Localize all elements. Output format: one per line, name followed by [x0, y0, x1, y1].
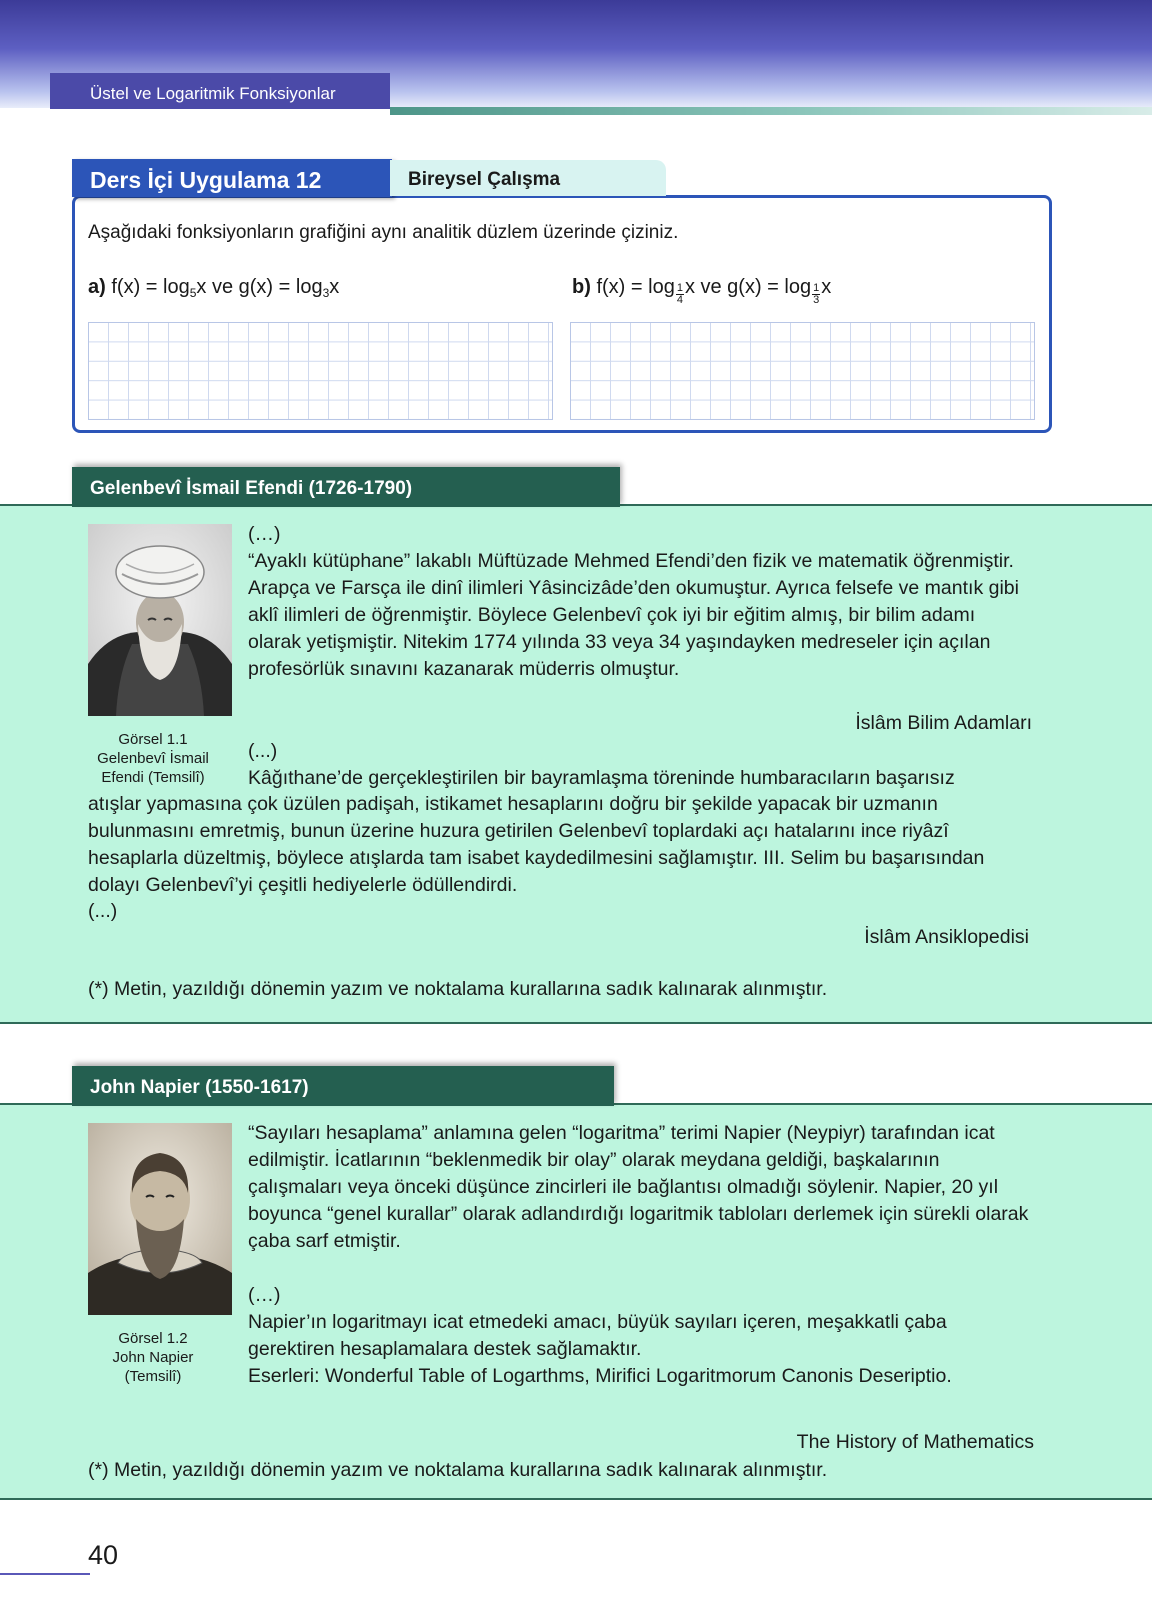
formula-b-tail: x — [821, 276, 832, 298]
formula-b-g-base-den: 3 — [813, 294, 820, 306]
napier-title: John Napier (1550-1617) — [72, 1066, 614, 1106]
exercise-instruction: Aşağıdaki fonksiyonların grafiğini aynı analitik düzlem üzerinde çiziniz. — [88, 222, 679, 243]
gelenbevi-note: (*) Metin, yazıldığı dönemin yazım ve noktalama kurallarına sadık kalınarak alınmıştır. — [88, 978, 828, 1000]
exercise-mode: Bireysel Çalışma — [390, 160, 666, 196]
napier-note: (*) Metin, yazıldığı dönemin yazım ve noktalama kurallarına sadık kalınarak alınmıştır. — [88, 1459, 828, 1481]
gelenbevi-portrait — [88, 524, 232, 716]
formula-a-f-base: 5 — [189, 286, 197, 300]
gelenbevi-source-2: İslâm Ansiklopedisi — [864, 926, 1029, 948]
formula-a-connector: x ve g(x) = log — [196, 276, 323, 298]
napier-source: The History of Mathematics — [796, 1431, 1034, 1453]
page-number: 40 — [88, 1540, 119, 1570]
gelenbevi-caption-name: Gelenbevî İsmail — [97, 750, 209, 767]
napier-paragraph-2: Napier’ın logaritmayı icat etmedeki amacı, büyük sayıları içeren, meşakkatli çaba gerektiren hesaplamalara destek sağlamaktır. — [248, 1311, 947, 1360]
formula-a-g-base: 3 — [322, 286, 330, 300]
gelenbevi-ellipsis-2: (...) — [248, 740, 278, 762]
formula-b-g-base — [812, 283, 820, 306]
gelenbevi-paragraph-1: “Ayaklı kütüphane” lakablı Müftüzade Mehmed Efendi’den fizik ve matematik öğrenmiştir. Arapça ve Farsça ile dinî ilimleri Yâsincizâde’den okumuştur. Ayrıca felsefe ve mantık gibi aklî ilimleri de öğrenmiştir. Böylece Gelenbevî çok iyi bir eğitim almış, bir bilim adamı olarak yetişmiştir. Nitekim 1774 yılında 33 veya 34 yaşındayken medreseler için açılan profesörlük sınavını kazanarak müderris olmuştur. — [248, 550, 1019, 680]
napier-caption — [78, 1329, 228, 1386]
napier-portrait — [88, 1123, 232, 1315]
formula-b-f-base-num: 1 — [676, 282, 683, 294]
formula-a — [88, 276, 339, 300]
formula-b-connector: x ve g(x) = log — [684, 276, 812, 298]
gelenbevi-ellipsis-3: (...) — [88, 900, 118, 922]
gelenbevi-caption — [78, 730, 228, 787]
napier-caption-number: Görsel 1.2 — [118, 1330, 188, 1347]
chapter-title: Üstel ve Logaritmik Fonksiyonlar — [50, 73, 390, 109]
formula-b-f: f(x) = log — [596, 276, 675, 298]
napier-works: Eserleri: Wonderful Table of Logarthms, Mirifici Logaritmorum Canonis Deseriptio. — [248, 1365, 952, 1387]
gelenbevi-source-1: İslâm Bilim Adamları — [855, 712, 1032, 734]
formula-b-label: b) — [572, 276, 591, 298]
formula-b-f-base-den: 4 — [676, 294, 683, 306]
gelenbevi-caption-note: Efendi (Temsilî) — [101, 769, 205, 786]
napier-caption-name: John Napier — [112, 1349, 194, 1366]
gelenbevi-paragraph-2-lead: Kâğıthane’de gerçekleştirilen bir bayramlaşma töreninde humbaracıların başarısız — [248, 767, 955, 789]
exercise-title: Ders İçi Uygulama 12 — [72, 159, 392, 197]
formula-a-f: f(x) = log — [111, 276, 190, 298]
napier-ellipsis: (…) — [248, 1284, 281, 1306]
formula-a-label: a) — [88, 276, 106, 298]
gelenbevi-ellipsis-1: (…) — [248, 523, 281, 545]
gelenbevi-caption-number: Görsel 1.1 — [118, 731, 188, 748]
gelenbevi-paragraph-2: atışlar yapmasına çok üzülen padişah, istikamet hesaplarını doğru bir şekilde yapacak bir uzmanın bulunmasını emretmiş, bunun üzerine huzura getirilen Gelenbevî toplardaki açı hatalarını ince riyâzî hesaplarla düzeltmiş, böylece atışlarda tam isabet kaydedilmesini sağlamıştır. III. Selim bu başarısından dolayı Gelenbevî’yi çeşitli hediyelerle ödüllendirdi. — [88, 793, 985, 896]
formula-b-g-base-num: 1 — [813, 282, 820, 294]
formula-b-f-base — [676, 283, 684, 306]
formula-b — [572, 276, 831, 306]
page-number-underline — [0, 1573, 90, 1575]
napier-paragraph-1: “Sayıları hesaplama” anlamına gelen “logaritma” terimi Napier (Neypiyr) tarafından icat edilmiştir. İcatlarının “beklenmedik bir olay” olarak meydana geldiği, başkalarının çalışmaları veya önceki düşünce zincirleri ile bağlantısı olmadığı söylenir. Napier, 20 yıl boyunca “genel kurallar” olarak adlandırdığı logaritmik tabloları derlemek için sürekli olarak çaba sarf etmiştir. — [248, 1122, 1029, 1252]
graph-grid-b[interactable] — [570, 322, 1035, 420]
graph-grid-a[interactable] — [88, 322, 553, 420]
napier-caption-note: (Temsilî) — [124, 1368, 182, 1385]
header-divider — [390, 107, 1152, 115]
gelenbevi-title: Gelenbevî İsmail Efendi (1726-1790) — [72, 467, 620, 507]
formula-a-tail: x — [329, 276, 340, 298]
